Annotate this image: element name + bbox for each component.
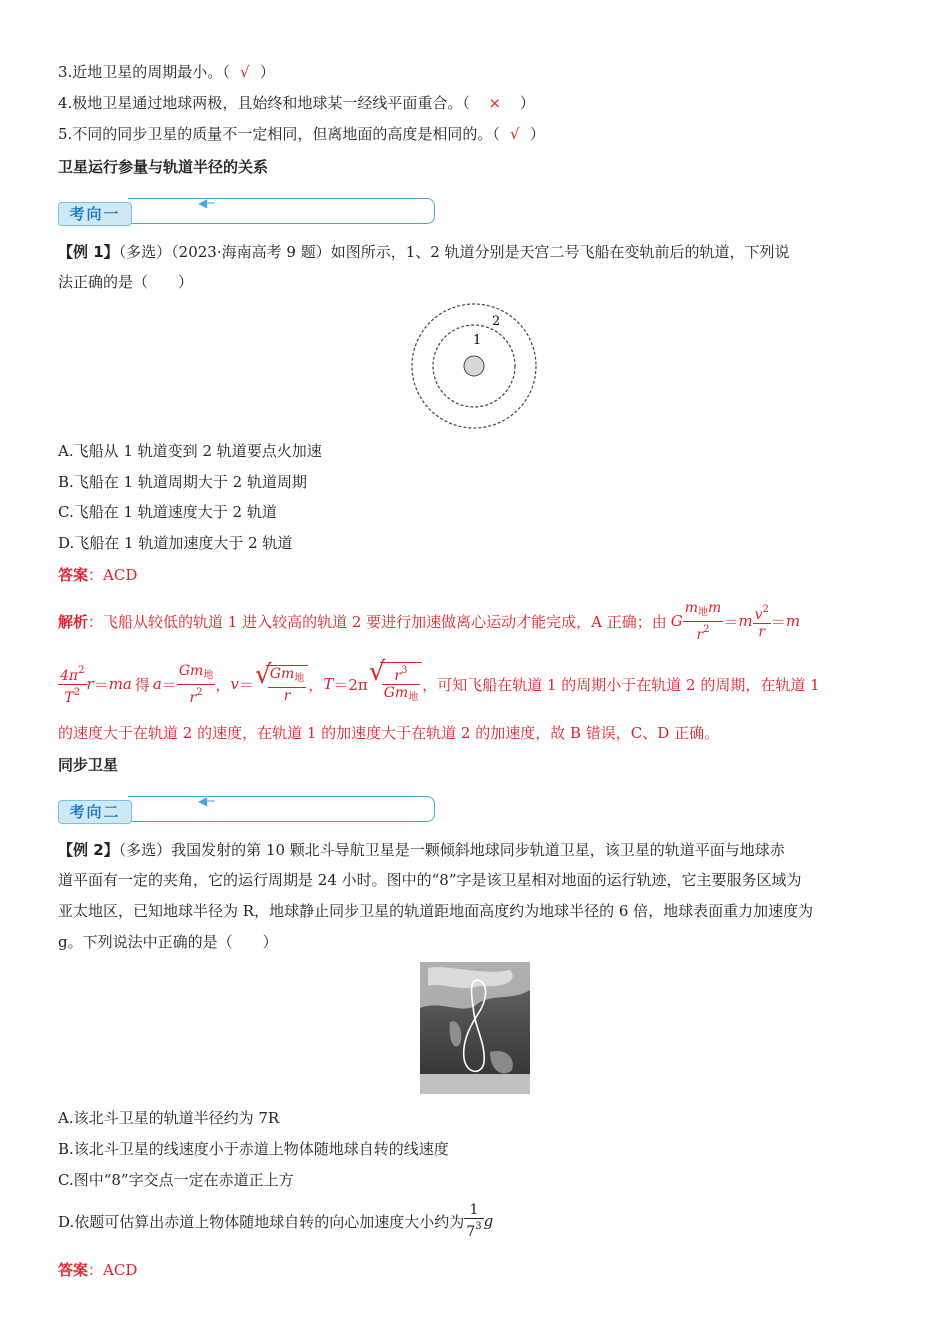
topic-tag bbox=[58, 796, 438, 826]
statement-3: 3.近地卫星的周期最小。（ √ ） bbox=[58, 63, 275, 81]
example-2-line-2: 道平面有一定的夹角，它的运行周期是 24 小时。图中的“8”字是该卫星相对地面的运行轨迹，它主要服务区域为 bbox=[58, 871, 802, 889]
orbit-label-1: 1 bbox=[473, 333, 482, 348]
option-c: C.图中“8”字交点一定在赤道正上方 bbox=[58, 1171, 294, 1189]
option-d: D.依题可估算出赤道上物体随地球自转的向心加速度大小约为 $\frac{1}{7^3}$ g bbox=[58, 1202, 494, 1240]
check-mark: √ bbox=[510, 125, 520, 143]
analysis-line-1: 解析 ：飞船从较低的轨道 1 进入较高的轨道 2 要进行加速做离心运动才能完成，A 正确；由 G $\frac{m_地m}{r^2}$ ＝ m $\frac{v^2}{r}$ ＝ m bbox=[58, 599, 801, 643]
earth-icon bbox=[464, 356, 484, 376]
orbit-diagram bbox=[405, 300, 545, 432]
example-2-line-4: g。下列说法中正确的是（ ） bbox=[58, 933, 278, 951]
tag-label: 考向二 bbox=[58, 800, 132, 824]
option-d: D.飞船在 1 轨道加速度大于 2 轨道 bbox=[58, 534, 293, 552]
tag-label: 考向一 bbox=[58, 202, 132, 226]
statement-5: 5.不同的同步卫星的质量不一定相同，但离地面的高度是相同的。（ √ ） bbox=[58, 125, 545, 143]
option-b: B.该北斗卫星的线速度小于赤道上物体随地球自转的线速度 bbox=[58, 1140, 449, 1158]
cross-mark: × bbox=[488, 94, 502, 112]
answer-2: 答案：ACD bbox=[58, 1261, 138, 1279]
analysis-line-2: $\frac{4\pi^2}{T^2}$ r ＝ ma 得 a ＝ $\frac{Gm_地}{r^2}$ ， v ＝ √ $\frac{Gm_地}{r}$ ， T ＝2π √ $\frac{r^3}{Gm_地}$ ，可知飞船在轨道 1 的周期小于在轨道 2 的周期，在轨道 1 bbox=[58, 656, 820, 712]
arrow-left-icon: ◀─ bbox=[198, 794, 215, 808]
tag-bracket bbox=[128, 198, 435, 224]
section-heading: 卫星运行参量与轨道半径的关系 bbox=[58, 158, 269, 176]
statement-4: 4.极地卫星通过地球两极，且始终和地球某一经线平面重合。（ × ） bbox=[58, 94, 535, 112]
answer-1: 答案：ACD bbox=[58, 566, 138, 584]
option-a: A.飞船从 1 轨道变到 2 轨道要点火加速 bbox=[58, 442, 322, 460]
example-2-line-3: 亚太地区，已知地球半径为 R，地球静止同步卫星的轨道距地面高度约为地球半径的 6 倍，地球表面重力加速度为 bbox=[58, 902, 814, 920]
option-a: A.该北斗卫星的轨道半径约为 7R bbox=[58, 1109, 280, 1127]
check-mark: √ bbox=[240, 63, 250, 81]
analysis-line-3: 的速度大于在轨道 2 的速度，在轨道 1 的加速度大于在轨道 2 的加速度，故 B 错误，C、D 正确。 bbox=[58, 724, 720, 742]
orbit-label-2: 2 bbox=[492, 314, 501, 329]
example-2-line-1: 【例 2】（多选）我国发射的第 10 颗北斗导航卫星是一颗倾斜地球同步轨道卫星，该卫星的轨道平面与地球赤 bbox=[58, 841, 785, 859]
arrow-left-icon: ◀─ bbox=[198, 196, 215, 210]
topic-tag bbox=[58, 198, 438, 228]
ground-track-map-image bbox=[420, 962, 530, 1094]
section-heading: 同步卫星 bbox=[58, 756, 119, 774]
option-c: C.飞船在 1 轨道速度大于 2 轨道 bbox=[58, 503, 277, 521]
example-1-line-1: 【例 1】（多选）（2023·海南高考 9 题）如图所示，1、2 轨道分别是天宫二号飞船在变轨前后的轨道，下列说 bbox=[58, 243, 790, 261]
tag-bracket bbox=[128, 796, 435, 822]
option-b: B.飞船在 1 轨道周期大于 2 轨道周期 bbox=[58, 473, 307, 491]
example-1-line-2: 法正确的是（ ） bbox=[58, 273, 194, 291]
